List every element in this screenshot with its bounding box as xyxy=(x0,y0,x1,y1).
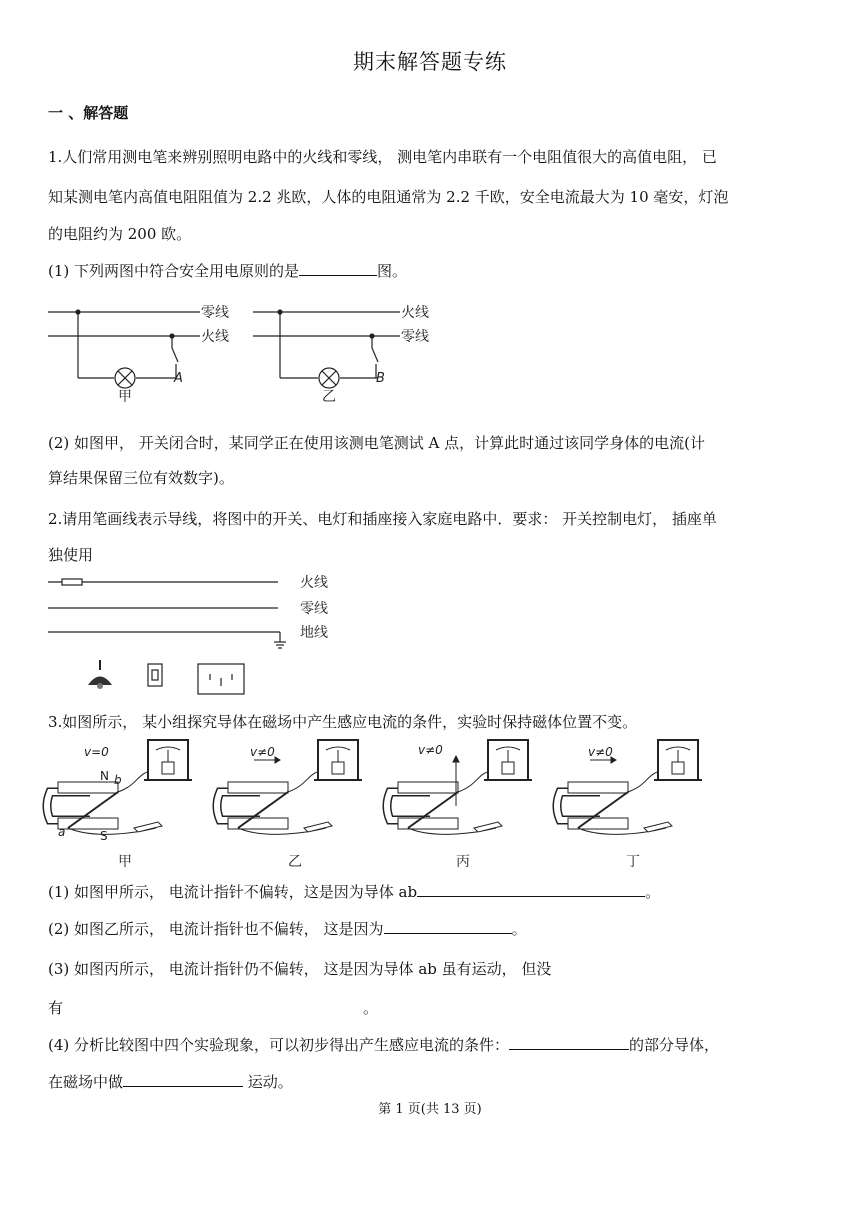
q1-right-top-label: 火线 xyxy=(401,305,429,321)
q2-text-line2: 独使用 xyxy=(48,546,94,564)
q3-south-label: S xyxy=(100,829,108,843)
q3-fig2-caption: 乙 xyxy=(288,854,302,870)
q1-switch-b-label: B xyxy=(376,371,385,386)
q3-sub4-suffix2: 运动。 xyxy=(243,1073,293,1091)
q2-text-line1: 2.请用笔画线表示导线，将图中的开关、电灯和插座接入家庭电路中．要求： 开关控制电灯， 插座单 xyxy=(48,510,717,528)
q3-figure-2 xyxy=(217,740,362,834)
answer-blank[interactable] xyxy=(123,1071,243,1087)
q3-fig3-caption: 丙 xyxy=(456,854,470,870)
q1-text-line1: 1.人们常用测电笔来辨别照明电路中的火线和零线， 测电笔内串联有一个电阻值很大的高值电阻， 已 xyxy=(48,148,717,166)
q3-fig4-caption: 丁 xyxy=(626,854,640,870)
q3-sub1-suffix: 。 xyxy=(645,883,661,901)
answer-blank[interactable] xyxy=(384,918,512,934)
q3-sub1 xyxy=(48,881,660,902)
q3-sub4-suffix: 的部分导体， xyxy=(629,1036,720,1054)
answer-blank[interactable] xyxy=(509,1034,629,1050)
q2-neutral-label: 零线 xyxy=(300,601,328,617)
q1-sub2-line1: (2) 如图甲， 开关闭合时，某同学正在使用该测电笔测试 A 点，计算此时通过该同学身体的电流(计 xyxy=(48,434,706,452)
q3-north-label: N xyxy=(100,769,109,783)
section-heading: 一 、解答题 xyxy=(48,104,129,122)
q3-fig3-velocity: v≠0 xyxy=(418,743,443,757)
answer-blank[interactable] xyxy=(299,260,377,276)
q3-sub4-line2 xyxy=(48,1071,293,1092)
q3-rod-b-label: b xyxy=(114,773,122,787)
q1-right-bottom-label: 零线 xyxy=(401,329,429,345)
q2-live-label: 火线 xyxy=(300,575,328,591)
q3-figure-3 xyxy=(387,740,532,834)
q3-figure-1 xyxy=(47,740,192,834)
q3-sub4-text: (4) 分析比较图中四个实验现象，可以初步得出产生感应电流的条件： xyxy=(48,1036,510,1054)
q1-sub2-line2: 算结果保留三位有效数字)。 xyxy=(48,469,234,487)
q1-right-caption: 乙 xyxy=(322,389,336,405)
q1-text-line2: 知某测电笔内高值电阻阻值为 2.2 兆欧，人体的电阻通常为 2.2 千欧，安全电流最大为 10 毫安，灯泡 xyxy=(48,188,729,206)
q1-left-caption: 甲 xyxy=(118,389,132,405)
q2-wiring-diagram xyxy=(48,570,348,700)
q1-switch-a-label: A xyxy=(174,371,183,386)
q3-fig1-caption: 甲 xyxy=(118,854,132,870)
q3-sub2-suffix: 。 xyxy=(511,920,527,938)
answer-blank[interactable] xyxy=(417,881,645,897)
q1-sub1-text: (1) 下列两图中符合安全用电原则的是 xyxy=(48,262,300,280)
q1-left-bottom-label: 火线 xyxy=(201,329,229,345)
q3-fig4-velocity: v≠0 xyxy=(588,745,613,759)
q3-text-line1: 3.如图所示， 某小组探究导体在磁场中产生感应电流的条件，实验时保持磁体位置不变。 xyxy=(48,713,638,731)
q3-sub3-prefix: 有 xyxy=(48,999,64,1017)
page-title: 期末解答题专练 xyxy=(353,50,507,74)
q3-fig1-velocity: v=0 xyxy=(84,745,109,759)
q3-rod-a-label: a xyxy=(58,825,66,839)
q1-sub1 xyxy=(48,260,407,281)
q3-figure-4 xyxy=(557,740,702,834)
q3-sub4-prefix2: 在磁场中做 xyxy=(48,1073,124,1091)
q2-ground-label: 地线 xyxy=(300,625,328,641)
q3-fig2-velocity: v≠0 xyxy=(250,745,275,759)
q3-sub3-suffix: 。 xyxy=(363,999,379,1017)
q1-sub1-suffix: 图。 xyxy=(377,262,408,280)
q1-text-line3: 的电阻约为 200 欧。 xyxy=(48,225,192,243)
q3-sub2 xyxy=(48,918,527,939)
q3-sub3-line2 xyxy=(48,997,378,1018)
q3-experiment-figures xyxy=(44,736,704,872)
q3-sub2-text: (2) 如图乙所示， 电流计指针也不偏转， 这是因为 xyxy=(48,920,384,938)
page-footer: 第 1 页(共 13 页) xyxy=(378,1102,482,1117)
q3-sub3-line1: (3) 如图丙所示， 电流计指针仍不偏转， 这是因为导体 ab 虽有运动， 但没 xyxy=(48,960,552,978)
q3-sub1-text: (1) 如图甲所示， 电流计指针不偏转，这是因为导体 ab xyxy=(48,883,418,901)
q1-circuit-diagrams xyxy=(48,298,448,408)
q3-sub4-line1 xyxy=(48,1034,719,1055)
q1-left-top-label: 零线 xyxy=(201,305,229,321)
